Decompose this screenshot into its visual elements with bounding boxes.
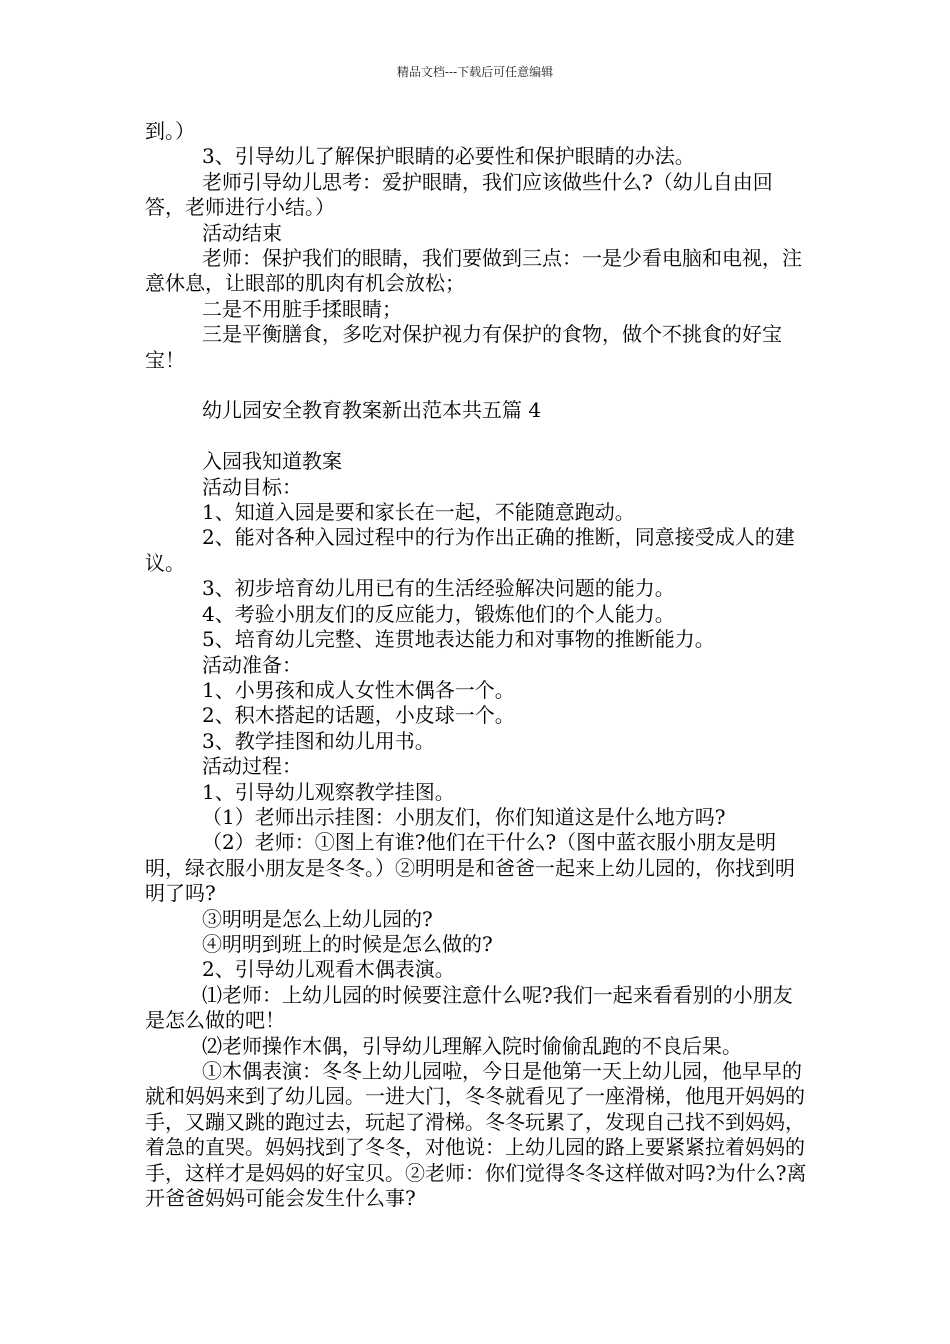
paragraph: ⑵老师操作木偶，引导幼儿理解入院时偷偷乱跑的不良后果。 <box>202 1033 742 1058</box>
paragraph: 到。） <box>145 119 195 143</box>
paragraph: 幼儿园安全教育教案新出范本共五篇 4 <box>202 398 542 423</box>
blank-line <box>145 373 810 398</box>
paragraph: 1、小男孩和成人女性木偶各一个。 <box>202 677 515 702</box>
paragraph: 3、初步培育幼儿用已有的生活经验解决问题的能力。 <box>202 576 675 601</box>
paragraph: ③明明是怎么上幼儿园的? <box>202 906 433 931</box>
paragraph: ④明明到班上的时候是怎么做的? <box>202 931 493 956</box>
paragraph: 活动准备： <box>202 652 302 677</box>
paragraph: 入园我知道教案 <box>202 449 342 474</box>
paragraph: （2）老师：①图上有谁?他们在干什么?（图中蓝衣服小朋友是明明，绿衣服小朋友是冬冬。）②明明是和爸爸一起来上幼儿园的，你找到明明了吗? <box>145 830 795 906</box>
paragraph: 4、考验小朋友们的反应能力，锻炼他们的个人能力。 <box>202 601 675 626</box>
paragraph: 活动目标： <box>202 474 302 499</box>
paragraph: 老师引导幼儿思考：爱护眼睛，我们应该做些什么?（幼儿自由回答，老师进行小结。） <box>145 169 773 220</box>
paragraph: 3、引导幼儿了解保护眼睛的必要性和保护眼睛的办法。 <box>202 144 695 169</box>
paragraph: 活动结束 <box>202 220 282 245</box>
paragraph: 老师：保护我们的眼睛，我们要做到三点：一是少看电脑和电视，注意休息，让眼部的肌肉有机会放松； <box>145 246 802 296</box>
paragraph: ⑴老师：上幼儿园的时候要注意什么呢?我们一起来看看别的小朋友是怎么做的吧！ <box>145 982 793 1033</box>
paragraph: 5、培育幼儿完整、连贯地表达能力和对事物的推断能力。 <box>202 627 715 652</box>
paragraph: 活动过程： <box>202 754 302 779</box>
paragraph: 2、引导幼儿观看木偶表演。 <box>202 957 455 982</box>
page-header: 精品文档---下载后可任意编辑 <box>396 65 554 79</box>
paragraph: 二是不用脏手揉眼睛； <box>202 296 402 321</box>
paragraph: 1、知道入园是要和家长在一起，不能随意跑动。 <box>202 500 635 525</box>
paragraph: 3、教学挂图和幼儿用书。 <box>202 728 435 753</box>
paragraph: 1、引导幼儿观察教学挂图。 <box>202 779 455 804</box>
paragraph: （1）老师出示挂图：小朋友们，你们知道这是什么地方吗? <box>202 804 726 829</box>
document-body <box>145 119 810 1211</box>
paragraph: 2、积木搭起的话题，小皮球一个。 <box>202 703 515 728</box>
blank-line <box>145 424 810 449</box>
paragraph: ①木偶表演：冬冬上幼儿园啦，今日是他第一天上幼儿园，他早早的就和妈妈来到了幼儿园。一进大门，冬冬就看见了一座滑梯，他甩开妈妈的手，又蹦又跳的跑过去，玩起了滑梯。冬冬玩累了，发现自己找不到妈妈，着急的直哭。妈妈找到了冬冬，对他说：上幼儿园的路上要紧紧拉着妈妈的手，这样才是妈妈的好宝贝。②老师：你们觉得冬冬这样做对吗?为什么?离开爸爸妈妈可能会发生什么事? <box>145 1059 807 1211</box>
paragraph: 2、能对各种入园过程中的行为作出正确的推断，同意接受成人的建议。 <box>145 525 795 575</box>
paragraph: 三是平衡膳食，多吃对保护视力有保护的食物，做个不挑食的好宝宝！ <box>145 322 782 372</box>
